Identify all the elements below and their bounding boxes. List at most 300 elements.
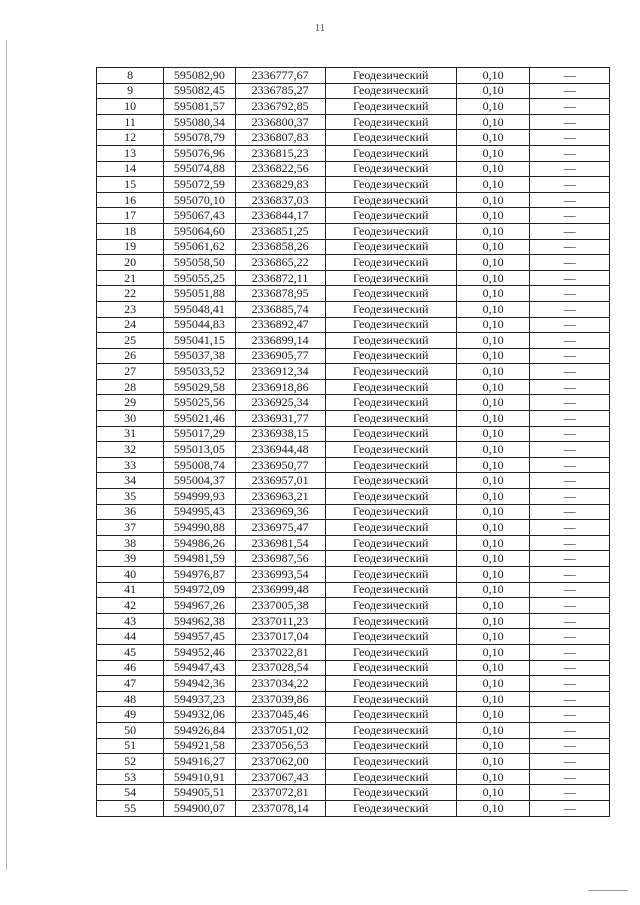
y-coordinate-cell: 2336822,56	[235, 161, 325, 177]
description-cell: —	[530, 676, 610, 692]
precision-cell: 0,10	[456, 223, 529, 239]
x-coordinate-cell: 595080,34	[164, 114, 235, 130]
table-row	[97, 223, 610, 239]
y-coordinate-cell: 2336878,95	[235, 286, 325, 302]
x-coordinate-cell: 595017,29	[164, 426, 235, 442]
y-coordinate-cell: 2337039,86	[235, 691, 325, 707]
x-coordinate-cell: 595013,05	[164, 442, 235, 458]
description-cell: —	[530, 754, 610, 770]
point-number-cell: 42	[97, 598, 164, 614]
description-cell: —	[530, 582, 610, 598]
x-coordinate-cell: 595044,83	[164, 317, 235, 333]
x-coordinate-cell: 594976,87	[164, 567, 235, 583]
y-coordinate-cell: 2336815,23	[235, 145, 325, 161]
precision-cell: 0,10	[456, 239, 529, 255]
precision-cell: 0,10	[456, 161, 529, 177]
table-row	[97, 613, 610, 629]
description-cell: —	[530, 426, 610, 442]
description-cell: —	[530, 68, 610, 84]
precision-cell: 0,10	[456, 114, 529, 130]
method-cell: Геодезический	[325, 489, 456, 505]
y-coordinate-cell: 2337067,43	[235, 769, 325, 785]
description-cell: —	[530, 738, 610, 754]
precision-cell: 0,10	[456, 411, 529, 427]
y-coordinate-cell: 2336858,26	[235, 239, 325, 255]
y-coordinate-cell: 2336987,56	[235, 551, 325, 567]
precision-cell: 0,10	[456, 255, 529, 271]
precision-cell: 0,10	[456, 426, 529, 442]
point-number-cell: 45	[97, 644, 164, 660]
binding-margin-line	[6, 40, 7, 870]
y-coordinate-cell: 2336918,86	[235, 379, 325, 395]
description-cell: —	[530, 317, 610, 333]
x-coordinate-cell: 595067,43	[164, 208, 235, 224]
point-number-cell: 46	[97, 660, 164, 676]
x-coordinate-cell: 594962,38	[164, 613, 235, 629]
method-cell: Геодезический	[325, 239, 456, 255]
description-cell: —	[530, 177, 610, 193]
precision-cell: 0,10	[456, 286, 529, 302]
table-row	[97, 411, 610, 427]
table-row	[97, 754, 610, 770]
method-cell: Геодезический	[325, 177, 456, 193]
y-coordinate-cell: 2336785,27	[235, 83, 325, 99]
method-cell: Геодезический	[325, 769, 456, 785]
y-coordinate-cell: 2336931,77	[235, 411, 325, 427]
x-coordinate-cell: 594900,07	[164, 800, 235, 816]
point-number-cell: 35	[97, 489, 164, 505]
y-coordinate-cell: 2337034,22	[235, 676, 325, 692]
description-cell: —	[530, 520, 610, 536]
y-coordinate-cell: 2336999,48	[235, 582, 325, 598]
method-cell: Геодезический	[325, 301, 456, 317]
method-cell: Геодезический	[325, 364, 456, 380]
coordinates-table	[96, 67, 610, 817]
table-row	[97, 192, 610, 208]
precision-cell: 0,10	[456, 99, 529, 115]
precision-cell: 0,10	[456, 457, 529, 473]
description-cell: —	[530, 473, 610, 489]
table-row	[97, 270, 610, 286]
description-cell: —	[530, 613, 610, 629]
x-coordinate-cell: 595064,60	[164, 223, 235, 239]
precision-cell: 0,10	[456, 333, 529, 349]
precision-cell: 0,10	[456, 800, 529, 816]
x-coordinate-cell: 595033,52	[164, 364, 235, 380]
description-cell: —	[530, 208, 610, 224]
description-cell: —	[530, 395, 610, 411]
description-cell: —	[530, 130, 610, 146]
precision-cell: 0,10	[456, 738, 529, 754]
description-cell: —	[530, 270, 610, 286]
y-coordinate-cell: 2336944,48	[235, 442, 325, 458]
y-coordinate-cell: 2336851,25	[235, 223, 325, 239]
method-cell: Геодезический	[325, 567, 456, 583]
x-coordinate-cell: 595008,74	[164, 457, 235, 473]
point-number-cell: 9	[97, 83, 164, 99]
y-coordinate-cell: 2336905,77	[235, 348, 325, 364]
method-cell: Геодезический	[325, 582, 456, 598]
table-row	[97, 457, 610, 473]
description-cell: —	[530, 192, 610, 208]
x-coordinate-cell: 595082,45	[164, 83, 235, 99]
method-cell: Геодезический	[325, 286, 456, 302]
table-body	[97, 68, 610, 817]
method-cell: Геодезический	[325, 520, 456, 536]
y-coordinate-cell: 2337017,04	[235, 629, 325, 645]
point-number-cell: 16	[97, 192, 164, 208]
precision-cell: 0,10	[456, 660, 529, 676]
method-cell: Геодезический	[325, 676, 456, 692]
table-row	[97, 317, 610, 333]
table-row	[97, 598, 610, 614]
point-number-cell: 26	[97, 348, 164, 364]
x-coordinate-cell: 594981,59	[164, 551, 235, 567]
description-cell: —	[530, 644, 610, 660]
method-cell: Геодезический	[325, 738, 456, 754]
point-number-cell: 53	[97, 769, 164, 785]
x-coordinate-cell: 595070,10	[164, 192, 235, 208]
method-cell: Геодезический	[325, 130, 456, 146]
method-cell: Геодезический	[325, 691, 456, 707]
y-coordinate-cell: 2336844,17	[235, 208, 325, 224]
y-coordinate-cell: 2336777,67	[235, 68, 325, 84]
y-coordinate-cell: 2337022,81	[235, 644, 325, 660]
x-coordinate-cell: 594957,45	[164, 629, 235, 645]
description-cell: —	[530, 255, 610, 271]
precision-cell: 0,10	[456, 644, 529, 660]
method-cell: Геодезический	[325, 161, 456, 177]
precision-cell: 0,10	[456, 551, 529, 567]
y-coordinate-cell: 2336975,47	[235, 520, 325, 536]
precision-cell: 0,10	[456, 785, 529, 801]
table-row	[97, 567, 610, 583]
point-number-cell: 50	[97, 722, 164, 738]
point-number-cell: 43	[97, 613, 164, 629]
description-cell: —	[530, 286, 610, 302]
method-cell: Геодезический	[325, 754, 456, 770]
method-cell: Геодезический	[325, 411, 456, 427]
table-row	[97, 691, 610, 707]
point-number-cell: 38	[97, 535, 164, 551]
y-coordinate-cell: 2336872,11	[235, 270, 325, 286]
point-number-cell: 55	[97, 800, 164, 816]
point-number-cell: 29	[97, 395, 164, 411]
y-coordinate-cell: 2336892,47	[235, 317, 325, 333]
description-cell: —	[530, 364, 610, 380]
table-row	[97, 551, 610, 567]
description-cell: —	[530, 83, 610, 99]
description-cell: —	[530, 239, 610, 255]
x-coordinate-cell: 595078,79	[164, 130, 235, 146]
method-cell: Геодезический	[325, 270, 456, 286]
y-coordinate-cell: 2336792,85	[235, 99, 325, 115]
y-coordinate-cell: 2336899,14	[235, 333, 325, 349]
precision-cell: 0,10	[456, 598, 529, 614]
method-cell: Геодезический	[325, 99, 456, 115]
method-cell: Геодезический	[325, 348, 456, 364]
x-coordinate-cell: 594942,36	[164, 676, 235, 692]
x-coordinate-cell: 595048,41	[164, 301, 235, 317]
point-number-cell: 39	[97, 551, 164, 567]
method-cell: Геодезический	[325, 333, 456, 349]
point-number-cell: 11	[97, 114, 164, 130]
point-number-cell: 27	[97, 364, 164, 380]
method-cell: Геодезический	[325, 707, 456, 723]
description-cell: —	[530, 442, 610, 458]
table-row	[97, 286, 610, 302]
point-number-cell: 41	[97, 582, 164, 598]
x-coordinate-cell: 595061,62	[164, 239, 235, 255]
table-row	[97, 442, 610, 458]
x-coordinate-cell: 595055,25	[164, 270, 235, 286]
point-number-cell: 31	[97, 426, 164, 442]
y-coordinate-cell: 2336950,77	[235, 457, 325, 473]
method-cell: Геодезический	[325, 114, 456, 130]
precision-cell: 0,10	[456, 301, 529, 317]
description-cell: —	[530, 333, 610, 349]
precision-cell: 0,10	[456, 504, 529, 520]
table-row	[97, 130, 610, 146]
table-row	[97, 504, 610, 520]
point-number-cell: 28	[97, 379, 164, 395]
table-row	[97, 426, 610, 442]
point-number-cell: 8	[97, 68, 164, 84]
table-row	[97, 83, 610, 99]
table-row	[97, 722, 610, 738]
x-coordinate-cell: 595082,90	[164, 68, 235, 84]
precision-cell: 0,10	[456, 520, 529, 536]
table-row	[97, 489, 610, 505]
y-coordinate-cell: 2337056,53	[235, 738, 325, 754]
table-row	[97, 535, 610, 551]
y-coordinate-cell: 2336938,15	[235, 426, 325, 442]
description-cell: —	[530, 629, 610, 645]
point-number-cell: 22	[97, 286, 164, 302]
precision-cell: 0,10	[456, 535, 529, 551]
precision-cell: 0,10	[456, 582, 529, 598]
table-row	[97, 738, 610, 754]
precision-cell: 0,10	[456, 364, 529, 380]
x-coordinate-cell: 594990,88	[164, 520, 235, 536]
method-cell: Геодезический	[325, 145, 456, 161]
description-cell: —	[530, 691, 610, 707]
y-coordinate-cell: 2336865,22	[235, 255, 325, 271]
point-number-cell: 24	[97, 317, 164, 333]
x-coordinate-cell: 595076,96	[164, 145, 235, 161]
method-cell: Геодезический	[325, 395, 456, 411]
x-coordinate-cell: 595025,56	[164, 395, 235, 411]
point-number-cell: 19	[97, 239, 164, 255]
description-cell: —	[530, 707, 610, 723]
description-cell: —	[530, 99, 610, 115]
description-cell: —	[530, 567, 610, 583]
method-cell: Геодезический	[325, 800, 456, 816]
point-number-cell: 30	[97, 411, 164, 427]
point-number-cell: 18	[97, 223, 164, 239]
description-cell: —	[530, 301, 610, 317]
y-coordinate-cell: 2336837,03	[235, 192, 325, 208]
precision-cell: 0,10	[456, 348, 529, 364]
method-cell: Геодезический	[325, 473, 456, 489]
x-coordinate-cell: 595072,59	[164, 177, 235, 193]
x-coordinate-cell: 594999,93	[164, 489, 235, 505]
table-row	[97, 145, 610, 161]
x-coordinate-cell: 594986,26	[164, 535, 235, 551]
point-number-cell: 21	[97, 270, 164, 286]
precision-cell: 0,10	[456, 317, 529, 333]
x-coordinate-cell: 594967,26	[164, 598, 235, 614]
precision-cell: 0,10	[456, 177, 529, 193]
x-coordinate-cell: 594972,09	[164, 582, 235, 598]
table-row	[97, 800, 610, 816]
y-coordinate-cell: 2337072,81	[235, 785, 325, 801]
description-cell: —	[530, 145, 610, 161]
table-row	[97, 364, 610, 380]
x-coordinate-cell: 595081,57	[164, 99, 235, 115]
y-coordinate-cell: 2336829,83	[235, 177, 325, 193]
y-coordinate-cell: 2336957,01	[235, 473, 325, 489]
table-row	[97, 629, 610, 645]
point-number-cell: 47	[97, 676, 164, 692]
description-cell: —	[530, 598, 610, 614]
precision-cell: 0,10	[456, 629, 529, 645]
description-cell: —	[530, 800, 610, 816]
precision-cell: 0,10	[456, 473, 529, 489]
method-cell: Геодезический	[325, 255, 456, 271]
y-coordinate-cell: 2336885,74	[235, 301, 325, 317]
description-cell: —	[530, 785, 610, 801]
point-number-cell: 14	[97, 161, 164, 177]
table-row	[97, 208, 610, 224]
method-cell: Геодезический	[325, 504, 456, 520]
precision-cell: 0,10	[456, 442, 529, 458]
y-coordinate-cell: 2337028,54	[235, 660, 325, 676]
y-coordinate-cell: 2336981,54	[235, 535, 325, 551]
table-row	[97, 473, 610, 489]
table-row	[97, 348, 610, 364]
point-number-cell: 10	[97, 99, 164, 115]
x-coordinate-cell: 595004,37	[164, 473, 235, 489]
description-cell: —	[530, 114, 610, 130]
point-number-cell: 52	[97, 754, 164, 770]
y-coordinate-cell: 2336969,36	[235, 504, 325, 520]
x-coordinate-cell: 594937,23	[164, 691, 235, 707]
y-coordinate-cell: 2337051,02	[235, 722, 325, 738]
description-cell: —	[530, 489, 610, 505]
description-cell: —	[530, 161, 610, 177]
description-cell: —	[530, 348, 610, 364]
description-cell: —	[530, 660, 610, 676]
description-cell: —	[530, 457, 610, 473]
precision-cell: 0,10	[456, 145, 529, 161]
precision-cell: 0,10	[456, 379, 529, 395]
table-row	[97, 707, 610, 723]
precision-cell: 0,10	[456, 691, 529, 707]
method-cell: Геодезический	[325, 535, 456, 551]
table-row	[97, 785, 610, 801]
table-row	[97, 676, 610, 692]
point-number-cell: 17	[97, 208, 164, 224]
table-row	[97, 379, 610, 395]
table-row	[97, 177, 610, 193]
description-cell: —	[530, 551, 610, 567]
x-coordinate-cell: 595074,88	[164, 161, 235, 177]
method-cell: Геодезический	[325, 379, 456, 395]
table-row	[97, 255, 610, 271]
y-coordinate-cell: 2336993,54	[235, 567, 325, 583]
y-coordinate-cell: 2337062,00	[235, 754, 325, 770]
table-row	[97, 301, 610, 317]
point-number-cell: 32	[97, 442, 164, 458]
y-coordinate-cell: 2337045,46	[235, 707, 325, 723]
x-coordinate-cell: 595041,15	[164, 333, 235, 349]
point-number-cell: 23	[97, 301, 164, 317]
y-coordinate-cell: 2336912,34	[235, 364, 325, 380]
y-coordinate-cell: 2336807,83	[235, 130, 325, 146]
method-cell: Геодезический	[325, 629, 456, 645]
precision-cell: 0,10	[456, 769, 529, 785]
point-number-cell: 12	[97, 130, 164, 146]
precision-cell: 0,10	[456, 83, 529, 99]
y-coordinate-cell: 2336963,21	[235, 489, 325, 505]
x-coordinate-cell: 594932,06	[164, 707, 235, 723]
precision-cell: 0,10	[456, 395, 529, 411]
precision-cell: 0,10	[456, 613, 529, 629]
precision-cell: 0,10	[456, 68, 529, 84]
point-number-cell: 40	[97, 567, 164, 583]
method-cell: Геодезический	[325, 722, 456, 738]
table-row	[97, 114, 610, 130]
table-row	[97, 99, 610, 115]
description-cell: —	[530, 769, 610, 785]
table-row	[97, 395, 610, 411]
precision-cell: 0,10	[456, 208, 529, 224]
x-coordinate-cell: 595037,38	[164, 348, 235, 364]
x-coordinate-cell: 594910,91	[164, 769, 235, 785]
table-row	[97, 333, 610, 349]
page-number: 11	[314, 22, 326, 34]
precision-cell: 0,10	[456, 489, 529, 505]
table-row	[97, 68, 610, 84]
y-coordinate-cell: 2337011,23	[235, 613, 325, 629]
precision-cell: 0,10	[456, 754, 529, 770]
precision-cell: 0,10	[456, 192, 529, 208]
point-number-cell: 33	[97, 457, 164, 473]
method-cell: Геодезический	[325, 660, 456, 676]
method-cell: Геодезический	[325, 598, 456, 614]
method-cell: Геодезический	[325, 192, 456, 208]
x-coordinate-cell: 595029,58	[164, 379, 235, 395]
x-coordinate-cell: 595058,50	[164, 255, 235, 271]
description-cell: —	[530, 411, 610, 427]
precision-cell: 0,10	[456, 707, 529, 723]
point-number-cell: 20	[97, 255, 164, 271]
method-cell: Геодезический	[325, 426, 456, 442]
method-cell: Геодезический	[325, 785, 456, 801]
point-number-cell: 54	[97, 785, 164, 801]
point-number-cell: 48	[97, 691, 164, 707]
table-row	[97, 520, 610, 536]
method-cell: Геодезический	[325, 68, 456, 84]
point-number-cell: 36	[97, 504, 164, 520]
description-cell: —	[530, 379, 610, 395]
description-cell: —	[530, 504, 610, 520]
precision-cell: 0,10	[456, 130, 529, 146]
method-cell: Геодезический	[325, 644, 456, 660]
description-cell: —	[530, 535, 610, 551]
x-coordinate-cell: 594995,43	[164, 504, 235, 520]
